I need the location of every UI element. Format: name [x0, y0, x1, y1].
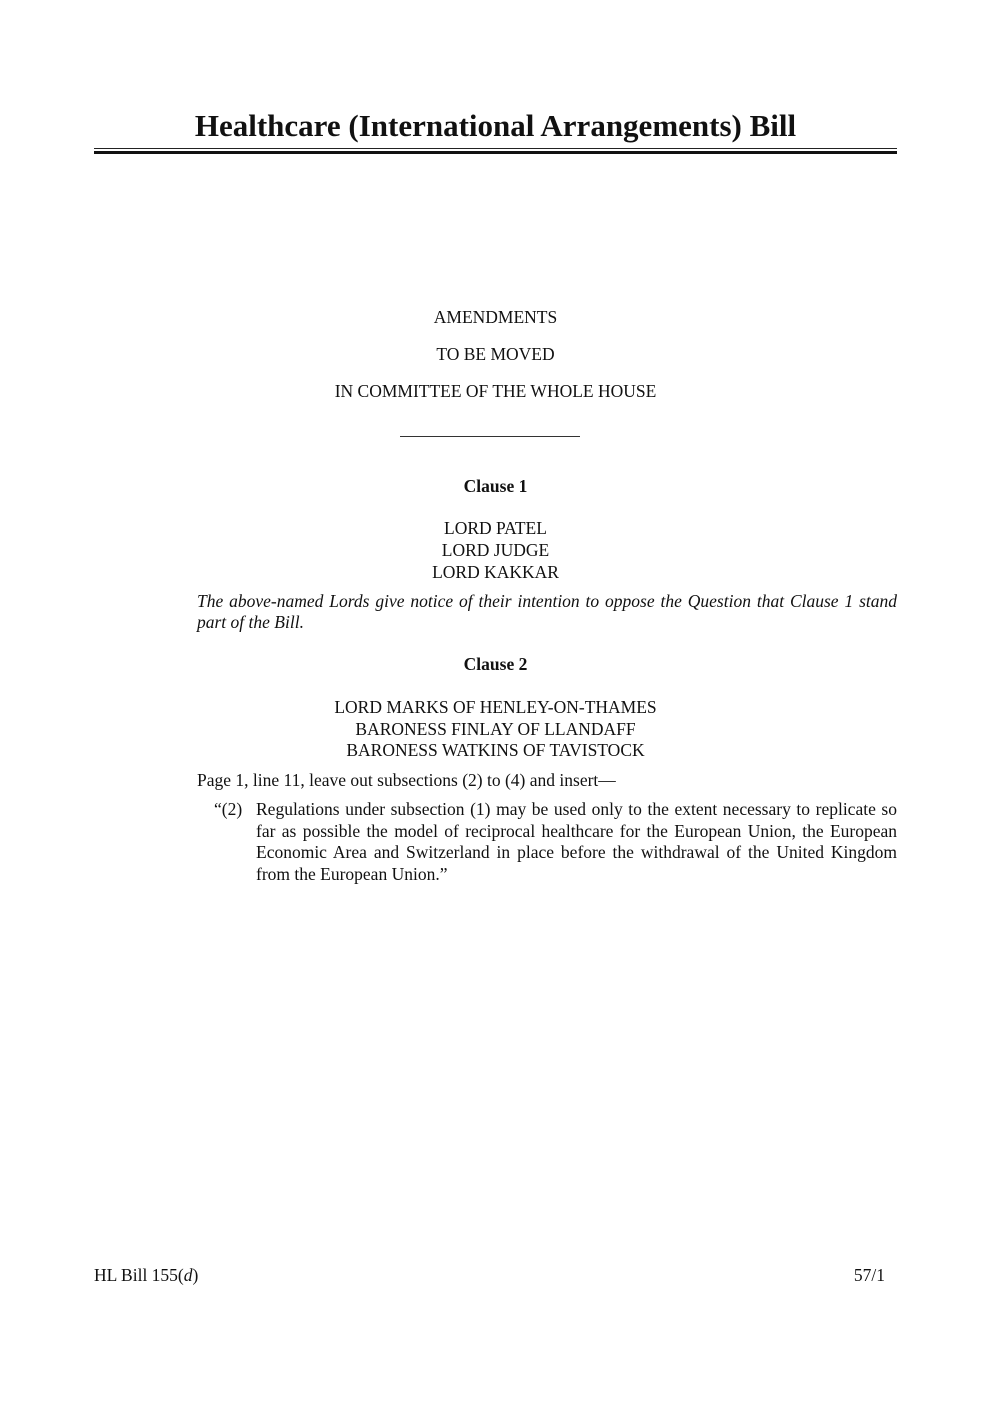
title-rule-thick	[94, 151, 897, 154]
bill-prefix: HL Bill 155(	[94, 1265, 184, 1285]
clause-1-heading: Clause 1	[463, 476, 528, 496]
clause-1-notice: The above-named Lords give notice of their intention to oppose the Question that Clause 1 stand part of the Bill.	[197, 591, 897, 632]
clause-2-lord: BARONESS FINLAY OF LLANDAFF	[355, 719, 636, 739]
document-title: Healthcare (International Arrangements) Bill	[194, 108, 797, 143]
bill-suffix: )	[192, 1265, 199, 1285]
amendment-code: 57/1	[853, 1265, 885, 1285]
title-rule-thin	[94, 148, 897, 149]
insert-subsection-number: “(2)	[214, 799, 243, 819]
clause-2-heading: Clause 2	[463, 654, 528, 674]
heading-line-3: IN COMMITTEE OF THE WHOLE HOUSE	[334, 381, 657, 401]
clause-2-lord: BARONESS WATKINS OF TAVISTOCK	[346, 740, 645, 760]
clause-1-lord: LORD JUDGE	[441, 540, 550, 560]
insert-subsection-text: Regulations under subsection (1) may be used only to the extent necessary to replicate so far as possible the model of reciprocal healthcare for the European Union, the European Economic Area and Switzerland in place before the withdrawal of the United Kingdom from the European Union.”	[256, 799, 897, 885]
bill-letter: d	[183, 1265, 193, 1285]
amendment-instruction: Page 1, line 11, leave out subsections (2) to (4) and insert—	[197, 770, 616, 790]
section-divider	[400, 436, 580, 437]
heading-line-1: AMENDMENTS	[433, 307, 558, 327]
heading-line-2: TO BE MOVED	[436, 344, 555, 364]
bill-number	[94, 1265, 198, 1285]
clause-1-lord: LORD KAKKAR	[432, 562, 559, 582]
clause-1-lord: LORD PATEL	[444, 518, 547, 538]
clause-2-lord: LORD MARKS OF HENLEY-ON-THAMES	[334, 697, 657, 717]
